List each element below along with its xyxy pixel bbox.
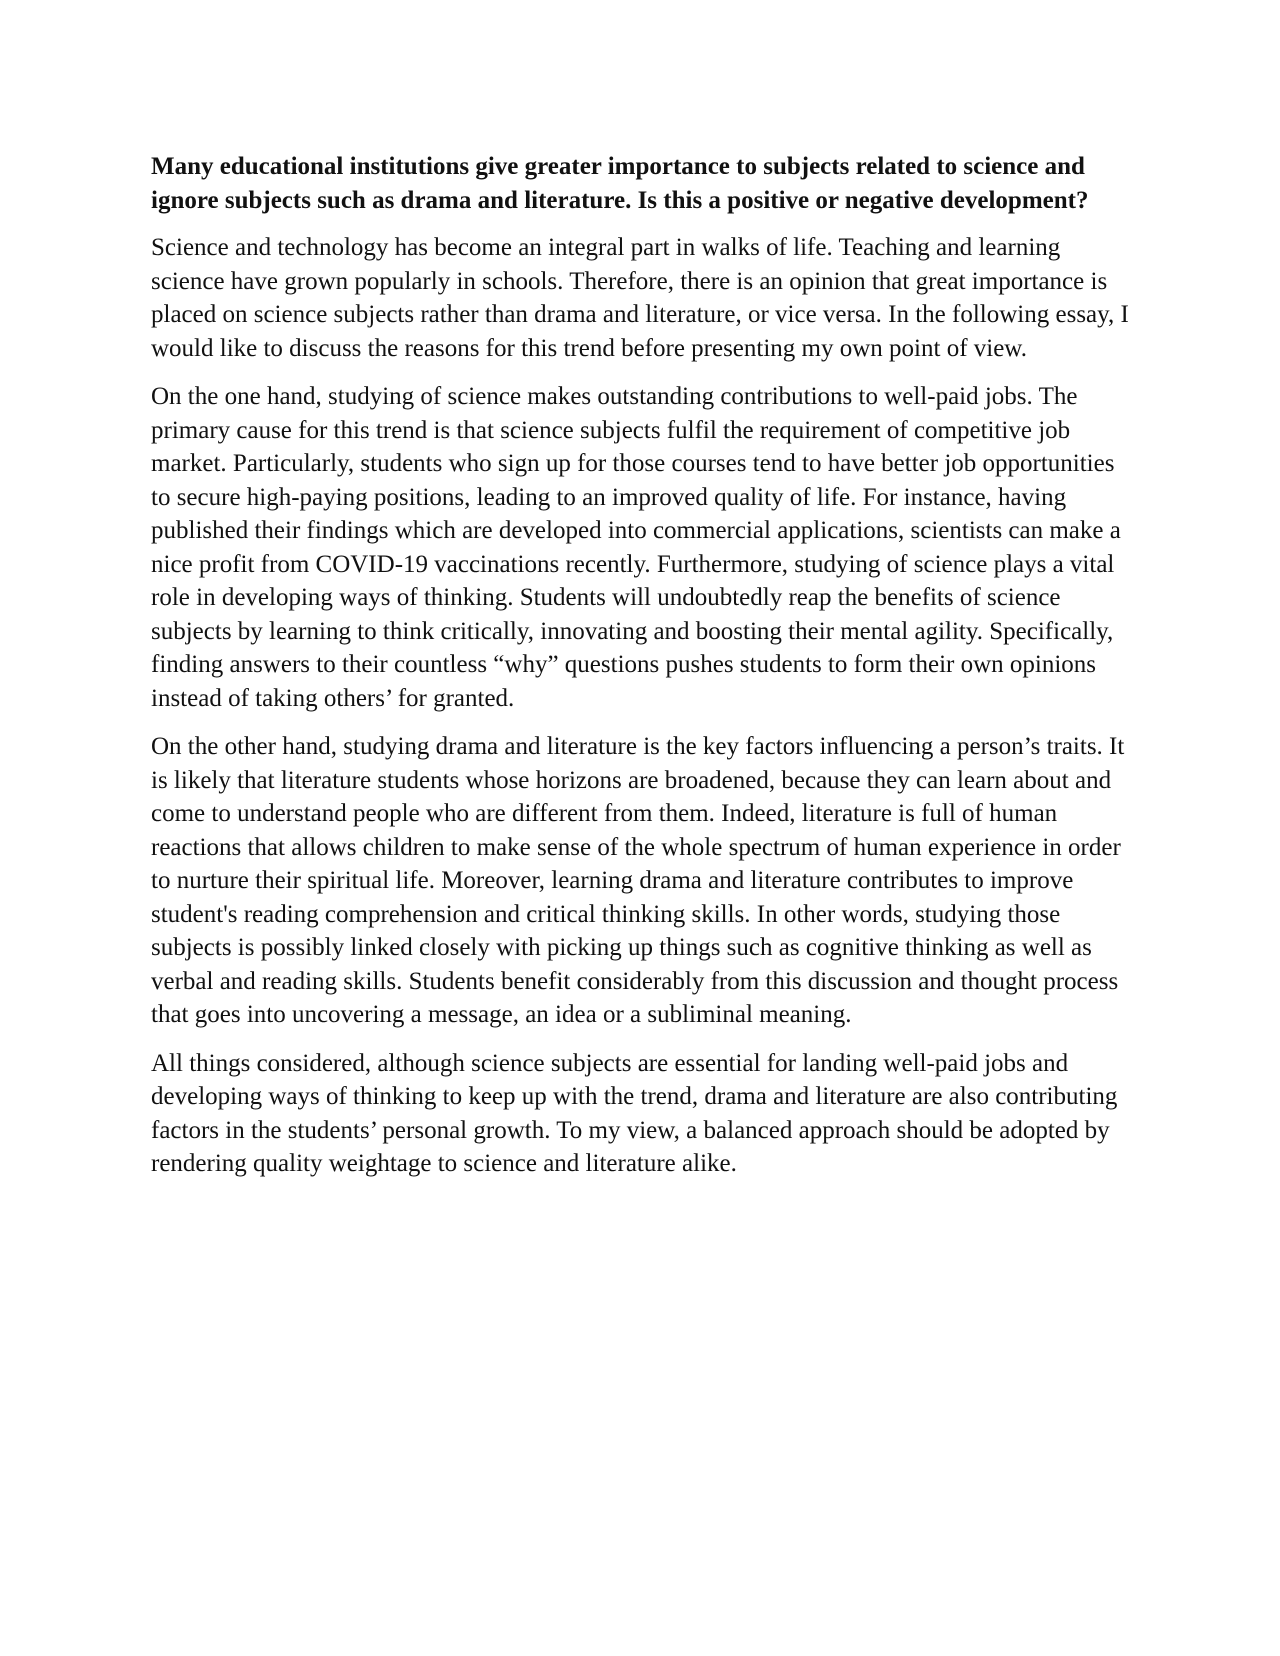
paragraph-science-benefits: On the one hand, studying of science makes outstanding contributions to well-paid jobs. The primary cause for this trend is that science subjects fulfil the requirement of competitive job market. Particularly, students who sign up for those courses tend to have better job opportunities to secure high-paying positions, leading to an improved quality of life. For instance, having published their findings which are developed into commercial applications, scientists can make a nice profit from COVID-19 vaccinations recently. Furthermore, studying of science plays a vital role in developing ways of thinking. Students will undoubtedly reap the benefits of science subjects by learning to think critically, innovating and boosting their mental agility. Specifically, finding answers to their countless “why” questions pushes students to form their own opinions instead of taking others’ for granted. — [151, 383, 1121, 712]
essay-prompt-title: Many educational institutions give greater importance to subjects related to science and ignore subjects such as drama and literature. Is this a positive or negative development? — [151, 153, 1089, 214]
essay-body — [151, 150, 1131, 1196]
paragraph-introduction: Science and technology has become an integral part in walks of life. Teaching and learning science have grown popularly in schools. Therefore, there is an opinion that great importance is placed on science subjects rather than drama and literature, or vice versa. In the following essay, I would like to discuss the reasons for this trend before presenting my own point of view. — [151, 234, 1129, 362]
paragraph-conclusion: All things considered, although science subjects are essential for landing well-paid jobs and developing ways of thinking to keep up with the trend, drama and literature are also contributing factors in the students’ personal growth. To my view, a balanced approach should be adopted by rendering quality weightage to science and literature alike. — [151, 1049, 1118, 1177]
paragraph-literature-benefits: On the other hand, studying drama and literature is the key factors influencing a person’s traits. It is likely that literature students whose horizons are broadened, because they can learn about and come to understand people who are different from them. Indeed, literature is full of human reactions that allows children to make sense of the whole spectrum of human experience in order to nurture their spiritual life. Moreover, learning drama and literature contributes to improve student's reading comprehension and critical thinking skills. In other words, studying those subjects is possibly linked closely with picking up things such as cognitive thinking as well as verbal and reading skills. Students benefit considerably from this discussion and thought process that goes into uncovering a message, an idea or a subliminal meaning. — [151, 733, 1125, 1028]
